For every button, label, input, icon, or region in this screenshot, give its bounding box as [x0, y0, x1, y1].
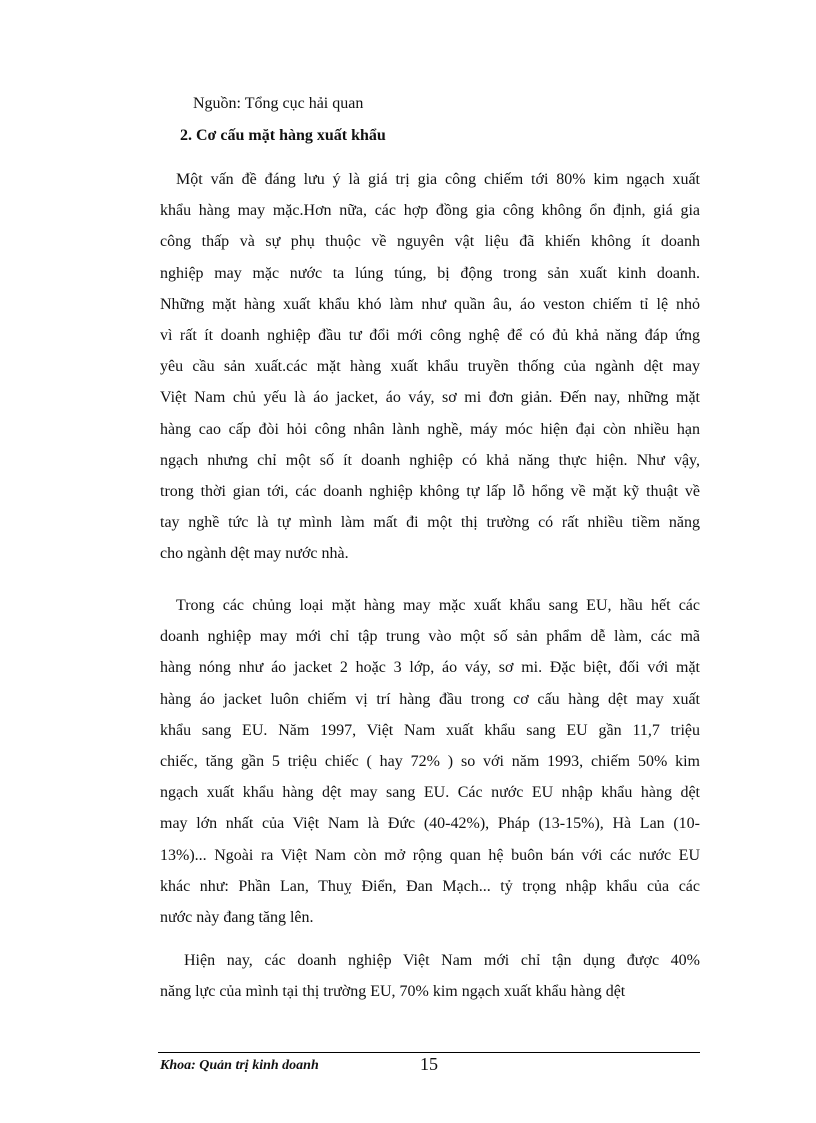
- text-line: hàng áo jacket luôn chiếm vị trí hàng đầu trong cơ cấu hàng dệt may xuất: [160, 690, 700, 708]
- text-line: hàng nóng như áo jacket 2 hoặc 3 lớp, áo váy, sơ mi. Đặc biệt, đối với mặt: [160, 659, 700, 677]
- source-note: Nguồn: Tổng cục hải quan: [193, 95, 364, 112]
- text-line: hàng cao cấp đòi hỏi công nhân lành nghề, máy móc hiện đại còn nhiều hạn: [160, 420, 700, 438]
- page-number: 15: [420, 1054, 438, 1074]
- paragraph-1: [160, 164, 700, 569]
- text-line: năng lực của mình tại thị trường EU, 70% kim ngạch xuất khẩu hàng dệt: [160, 983, 626, 1001]
- section-heading: 2. Cơ cấu mặt hàng xuất khẩu: [180, 127, 386, 144]
- text-line: 13%)... Ngoài ra Việt Nam còn mở rộng quan hệ buôn bán với các nước EU: [160, 846, 700, 864]
- text-line: khác như: Phần Lan, Thuỵ Điển, Đan Mạch... tỷ trọng nhập khẩu của các: [160, 877, 700, 895]
- text-line: may lớn nhất của Việt Nam là Đức (40-42%), Pháp (13-15%), Hà Lan (10-: [160, 815, 700, 833]
- text-line: Những mặt hàng xuất khẩu khó làm như quần âu, áo veston chiếm tỉ lệ nhỏ: [160, 295, 700, 313]
- text-line: nghiệp may mặc nước ta lúng túng, bị động trong sản xuất kinh doanh.: [160, 264, 700, 282]
- text-line: công thấp và sự phụ thuộc về nguyên vật liệu đã khiến không ít doanh: [160, 233, 700, 251]
- text-line: tay nghề tức là tự mình làm mất đi một thị trường có rất nhiều tiềm năng: [160, 514, 700, 532]
- text-line: doanh nghiệp may mới chỉ tập trung vào một số sản phẩm dễ làm, các mã: [160, 628, 700, 646]
- text-line: ngạch nhưng chỉ một số ít doanh nghiệp có khả năng thực hiện. Như vậy,: [160, 451, 700, 469]
- text-line: yêu cầu sản xuất.các mặt hàng xuất khẩu truyền thống của ngành dệt may: [160, 358, 700, 376]
- text-line: ngạch xuất khẩu hàng dệt may sang EU. Các nước EU nhập khẩu hàng dệt: [160, 784, 700, 802]
- text-line: Trong các chủng loại mặt hàng may mặc xuất khẩu sang EU, hầu hết các: [176, 597, 700, 614]
- paragraph-3: [160, 945, 700, 1007]
- text-line: nước này đang tăng lên.: [160, 908, 314, 926]
- text-line: Hiện nay, các doanh nghiệp Việt Nam mới chỉ tận dụng được 40%: [184, 952, 700, 969]
- text-line: trong thời gian tới, các doanh nghiệp không tự lấp lỗ hổng về mặt kỹ thuật về: [160, 482, 700, 500]
- paragraph-2: [160, 590, 700, 933]
- footer-divider: [158, 1052, 700, 1053]
- text-line: khẩu sang EU. Năm 1997, Việt Nam xuất khẩu sang EU gần 11,7 triệu: [160, 721, 700, 739]
- text-line: Một vấn đề đáng lưu ý là giá trị gia công chiếm tới 80% kim ngạch xuất: [176, 171, 700, 188]
- footer-faculty: Khoa: Quản trị kinh doanh: [160, 1058, 319, 1073]
- text-line: Việt Nam chủ yếu là áo jacket, áo váy, sơ mi đơn giản. Đến nay, những mặt: [160, 389, 700, 407]
- text-line: chiếc, tăng gần 5 triệu chiếc ( hay 72% ) so với năm 1993, chiếm 50% kim: [160, 752, 700, 770]
- text-line: cho ngành dệt may nước nhà.: [160, 545, 349, 563]
- text-line: khẩu hàng may mặc.Hơn nữa, các hợp đồng gia công không ổn định, giá gia: [160, 202, 700, 220]
- text-line: vì rất ít doanh nghiệp đầu tư đổi mới công nghệ để có đủ khả năng đáp ứng: [160, 326, 700, 344]
